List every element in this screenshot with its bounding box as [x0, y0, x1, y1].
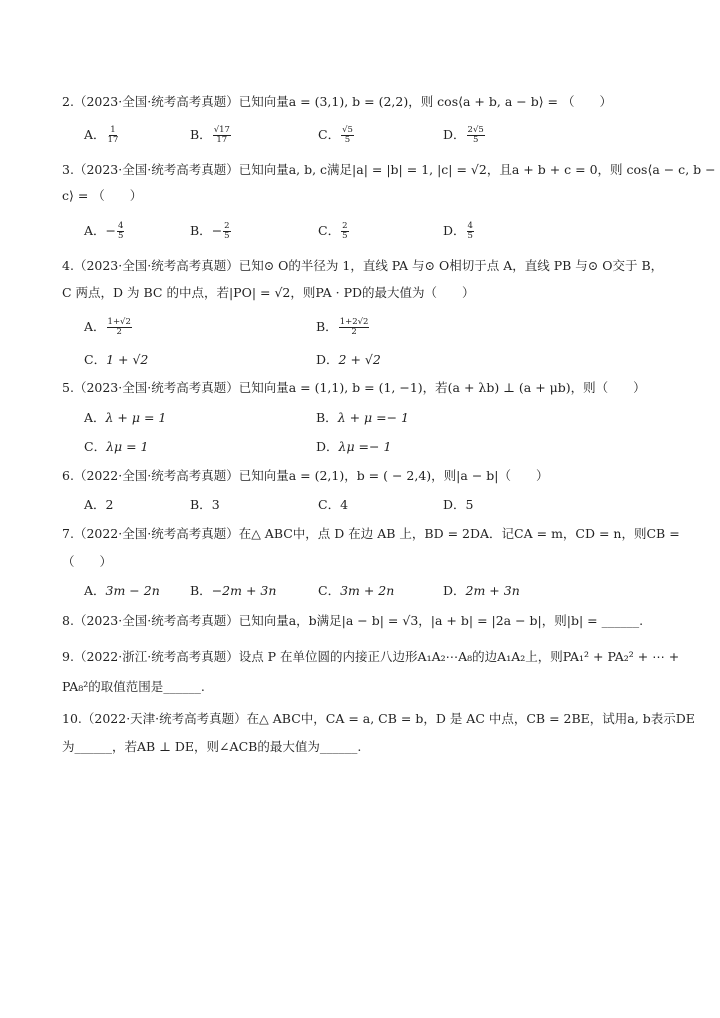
- option-c: C．3m + 2n: [318, 583, 395, 598]
- option-b: B． $\frac{√17}{17}$: [190, 125, 230, 145]
- option-a: A．3m − 2n: [84, 583, 160, 598]
- option-d: D． $\frac{2√5}{5}$: [443, 125, 484, 145]
- question-2: [62, 94, 612, 110]
- question-7-continued: （ ）: [62, 554, 113, 569]
- question-text: 已知向量a，b满足|a − b| = √3，|a + b| = |2a − b|，则|b| = ______.: [238, 613, 644, 628]
- question-6: 6.（2022·全国·统考高考真题）已知向量a = (2,1)，b = ( − 2,4)，则|a − b|（ ）: [62, 468, 549, 483]
- question-text: 已知向量a = (3,1), b = (2,2)，则 cos⟨a + b, a − b⟩ = （ ）: [238, 94, 612, 109]
- question-text: 已知向量a = (2,1)，b = ( − 2,4)，则|a − b|（ ）: [238, 468, 549, 483]
- question-text: 在△ ABC中，CA = a, CB = b，D 是 AC 中点，CB = 2BE，试用a, b表示DE: [246, 711, 695, 726]
- option-b: B．− $\frac{2}{5}$: [190, 221, 230, 241]
- question-3-continued: c⟩ = （ ）: [62, 188, 143, 203]
- option-c: C．4: [318, 497, 349, 512]
- option-b: B．−2m + 3n: [190, 583, 277, 598]
- question-number: 2.: [62, 94, 74, 109]
- option-d: D．λμ =− 1: [316, 439, 392, 454]
- question-4-continued: C 两点，D 为 BC 的中点，若|PO| = √2，则PA · PD的最大值为（ ）: [62, 285, 475, 300]
- question-4: 4.（2023·全国·统考高考真题）已知⊙ O的半径为 1，直线 PA 与⊙ O相切于点 A，直线 PB 与⊙ O交于 B，: [62, 258, 664, 273]
- question-text: 已知向量a = (1,1), b = (1, −1)，若(a + λb) ⊥ (a + μb)，则（ ）: [238, 380, 646, 395]
- option-b: B． $\frac{1+2√2}{2}$: [316, 317, 369, 337]
- question-source: （2023·全国·统考高考真题）: [73, 380, 239, 395]
- question-source: （2023·全国·统考高考真题）: [73, 162, 239, 177]
- question-source: （2022·天津·统考高考真题）: [81, 711, 247, 726]
- option-a: A． $\frac{1}{17}$: [84, 125, 119, 145]
- option-a: A． $\frac{1+√2}{2}$: [84, 317, 131, 337]
- option-a: A．− $\frac{4}{5}$: [84, 221, 124, 241]
- question-source: （2022·全国·统考高考真题）: [73, 468, 239, 483]
- option-d: D．2 + √2: [316, 352, 381, 367]
- question-10: 10.（2022·天津·统考高考真题）在△ ABC中，CA = a, CB = b，D 是 AC 中点，CB = 2BE，试用a, b表示DE: [62, 711, 695, 726]
- question-9-continued: PA₈²的取值范围是______.: [62, 679, 205, 694]
- question-source: （2023·全国·统考高考真题）: [73, 613, 239, 628]
- question-7: 7.（2022·全国·统考高考真题）在△ ABC中，点 D 在边 AB 上，BD = 2DA．记CA = m，CD = n，则CB =: [62, 526, 680, 541]
- option-c: C．λμ = 1: [84, 439, 149, 454]
- question-10-continued: 为______，若AB ⊥ DE，则∠ACB的最大值为______.: [62, 739, 362, 754]
- question-8: 8.（2023·全国·统考高考真题）已知向量a，b满足|a − b| = √3，|a + b| = |2a − b|，则|b| = ______.: [62, 613, 644, 628]
- option-c: C． $\frac{√5}{5}$: [318, 125, 353, 145]
- question-9: 9.（2022·浙江·统考高考真题）设点 P 在单位圆的内接正八边形A₁A₂⋯A₈的边A₁A₂上，则PA₁² + PA₂² + ⋯ +: [62, 649, 680, 664]
- option-d: D．5: [443, 497, 474, 512]
- option-c: C． $\frac{2}{5}$: [318, 221, 348, 241]
- option-a: A．λ + μ = 1: [84, 410, 167, 425]
- question-text: 已知⊙ O的半径为 1，直线 PA 与⊙ O相切于点 A，直线 PB 与⊙ O交于 B，: [238, 258, 664, 273]
- option-c: C．1 + √2: [84, 352, 149, 367]
- question-source: （2023·全国·统考高考真题）: [73, 94, 239, 109]
- question-text: 设点 P 在单位圆的内接正八边形A₁A₂⋯A₈的边A₁A₂上，则PA₁² + PA₂² + ⋯ +: [238, 649, 680, 664]
- option-a: A．2: [84, 497, 114, 512]
- option-b: B．λ + μ =− 1: [316, 410, 410, 425]
- question-source: （2023·全国·统考高考真题）: [73, 258, 239, 273]
- question-3: 3.（2023·全国·统考高考真题）已知向量a, b, c满足|a| = |b| = 1, |c| = √2，且a + b + c = 0，则 cos⟨a − c, b −: [62, 162, 716, 177]
- question-5: 5.（2023·全国·统考高考真题）已知向量a = (1,1), b = (1, −1)，若(a + λb) ⊥ (a + μb)，则（ ）: [62, 380, 646, 395]
- option-b: B．3: [190, 497, 220, 512]
- option-d: D． $\frac{4}{5}$: [443, 221, 473, 241]
- question-text: 在△ ABC中，点 D 在边 AB 上，BD = 2DA．记CA = m，CD = n，则CB =: [238, 526, 680, 541]
- question-source: （2022·浙江·统考高考真题）: [73, 649, 239, 664]
- question-text: 已知向量a, b, c满足|a| = |b| = 1, |c| = √2，且a + b + c = 0，则 cos⟨a − c, b −: [238, 162, 716, 177]
- question-source: （2022·全国·统考高考真题）: [73, 526, 239, 541]
- option-d: D．2m + 3n: [443, 583, 520, 598]
